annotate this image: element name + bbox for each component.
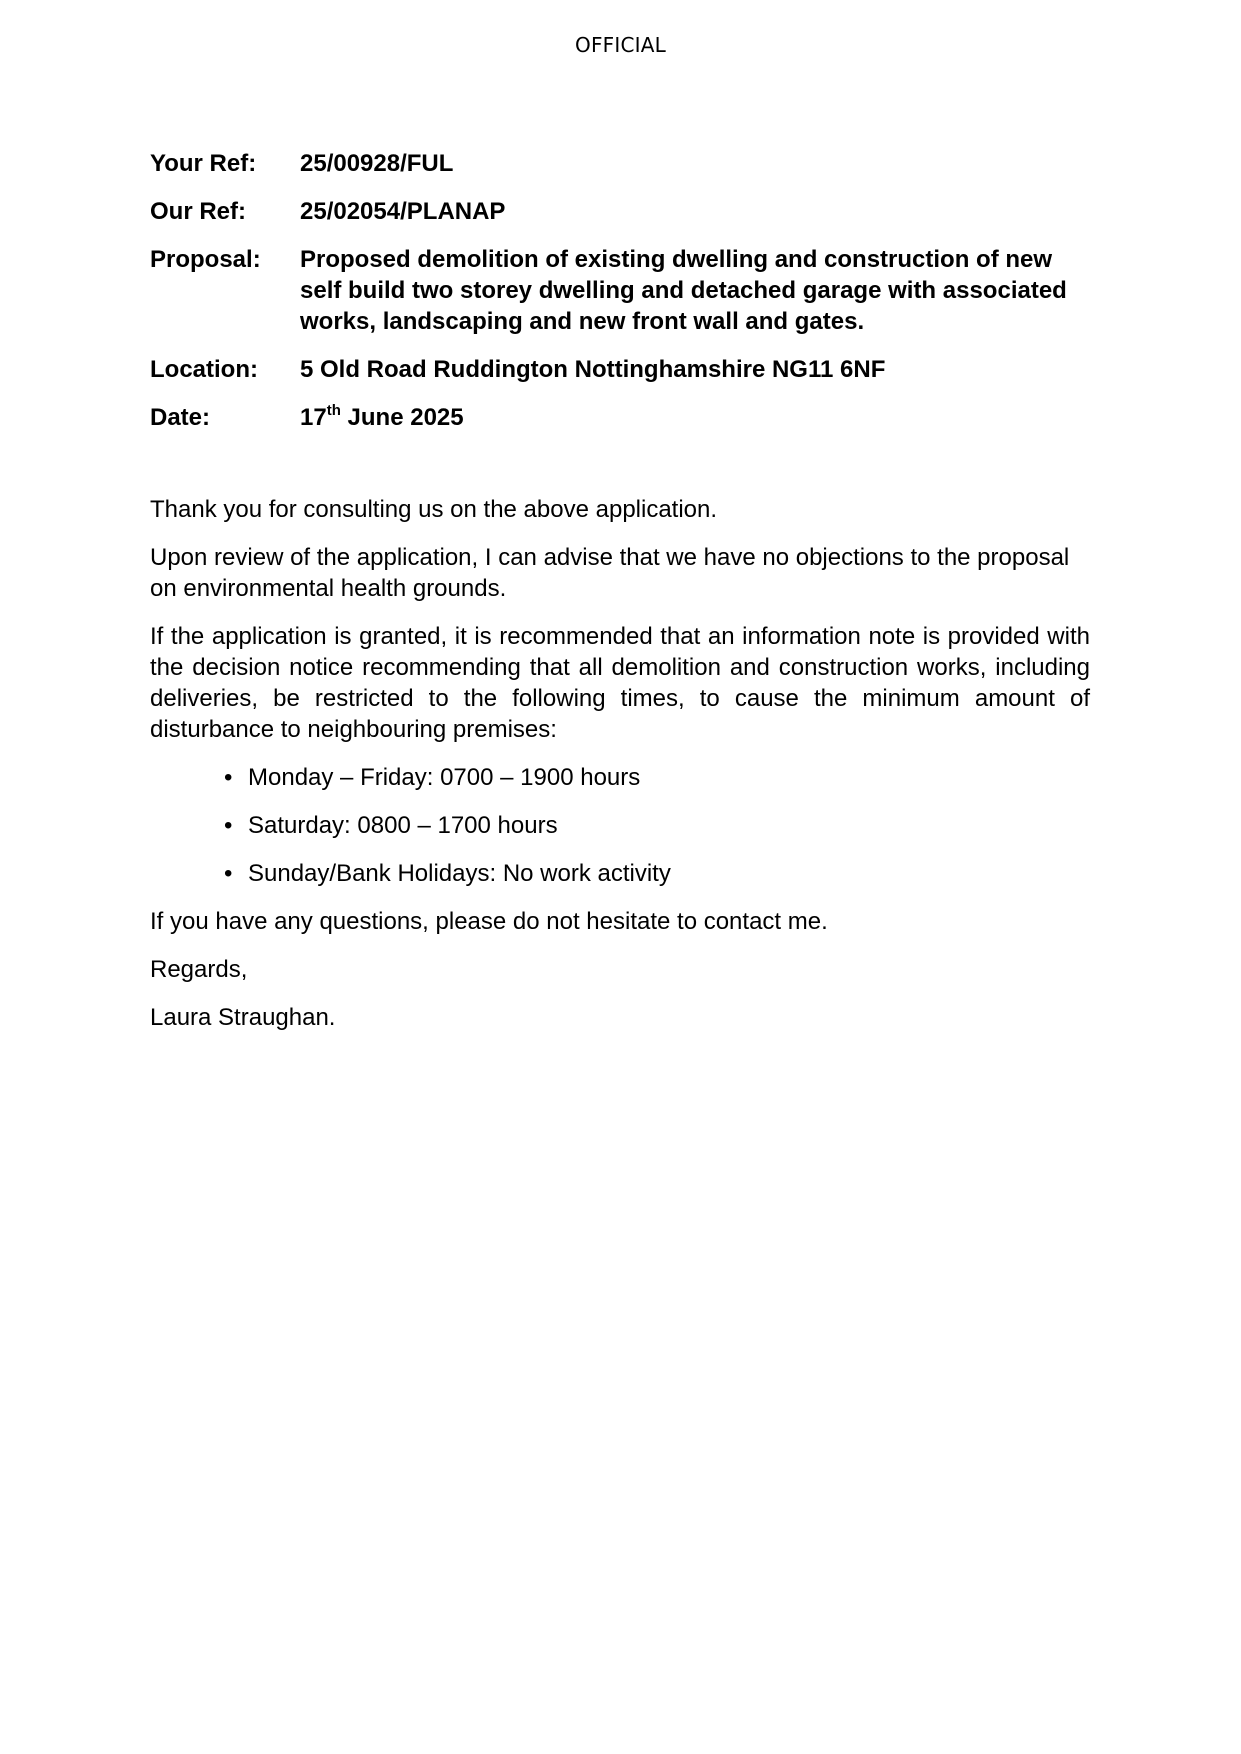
location-row — [150, 354, 1090, 385]
working-hours-list — [150, 762, 1090, 889]
recommendation-paragraph: If the application is granted, it is recommended that an information note is provided with the decision notice recommending that all demolition and construction works, including deliveries, be restricted to the following times, to cause the minimum amount of disturbance to neighbouring premises: — [150, 623, 1090, 743]
list-item — [224, 810, 1090, 841]
your-ref-value: 25/00928/FUL — [300, 150, 454, 177]
hours-saturday: Saturday: 0800 – 1700 hours — [248, 812, 558, 839]
reference-details — [150, 148, 1090, 450]
date-day: 17 — [300, 404, 327, 431]
proposal-value: Proposed demolition of existing dwelling and construction of new self build two storey dwelling and detached garage with associated works, landscaping and new front wall and gates. — [300, 246, 1067, 335]
bullet-icon: • — [224, 812, 233, 839]
hours-sunday: Sunday/Bank Holidays: No work activity — [248, 860, 671, 887]
date-month-year: June 2025 — [340, 404, 464, 431]
letter-body — [150, 494, 1090, 1050]
your-ref-label: Your Ref: — [150, 150, 257, 177]
review-paragraph: Upon review of the application, I can advise that we have no objections to the proposal on environmental health grounds. — [150, 544, 1070, 602]
closing: Regards, — [150, 956, 248, 983]
thanks-paragraph: Thank you for consulting us on the above application. — [150, 496, 718, 523]
bullet-icon: • — [224, 764, 233, 791]
your-ref-row — [150, 148, 1090, 179]
location-label: Location: — [150, 356, 258, 383]
list-item — [224, 762, 1090, 793]
date-value — [300, 402, 1090, 433]
our-ref-label: Our Ref: — [150, 198, 246, 225]
hours-weekday: Monday – Friday: 0700 – 1900 hours — [248, 764, 641, 791]
our-ref-value: 25/02054/PLANAP — [300, 198, 506, 225]
our-ref-row — [150, 196, 1090, 227]
signature: Laura Straughan. — [150, 1004, 336, 1031]
location-value: 5 Old Road Ruddington Nottinghamshire NG11 6NF — [300, 356, 886, 383]
proposal-label: Proposal: — [150, 246, 261, 273]
list-item — [224, 858, 1090, 889]
bullet-icon: • — [224, 860, 233, 887]
date-row — [150, 402, 1090, 433]
date-label: Date: — [150, 404, 211, 431]
classification-header: OFFICIAL — [575, 33, 666, 57]
questions-paragraph: If you have any questions, please do not hesitate to contact me. — [150, 908, 828, 935]
date-suffix: th — [326, 402, 341, 419]
proposal-row — [150, 244, 1090, 337]
